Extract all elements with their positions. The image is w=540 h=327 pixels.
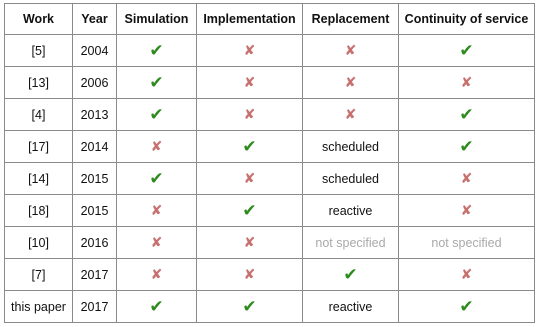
column-header-simulation: Simulation: [117, 4, 197, 35]
year-cell: [73, 35, 117, 67]
simulation-cell: [117, 35, 197, 67]
year-cell: [73, 227, 117, 259]
continuity-cell: [399, 259, 535, 291]
continuity-cell: [399, 67, 535, 99]
cross-mark-icon: ✘: [243, 170, 256, 186]
year-cell: [73, 163, 117, 195]
replacement-cell: [303, 195, 399, 227]
column-header-implementation: Implementation: [197, 4, 303, 35]
cell-text: 2006: [80, 75, 109, 90]
check-mark-icon: ✔: [149, 73, 164, 92]
work-cell: [5, 99, 73, 131]
year-cell: [73, 259, 117, 291]
check-mark-icon: ✔: [459, 137, 474, 156]
table-row: [5, 99, 535, 131]
check-mark-icon: ✔: [242, 297, 257, 316]
simulation-cell: [117, 163, 197, 195]
year-cell: [73, 131, 117, 163]
cell-text: this paper: [11, 299, 66, 314]
check-mark-icon: ✔: [459, 105, 474, 124]
table-row: [5, 259, 535, 291]
cell-text: [14]: [28, 171, 49, 186]
simulation-cell: [117, 259, 197, 291]
table-row: [5, 131, 535, 163]
column-header-replacement: Replacement: [303, 4, 399, 35]
continuity-cell: [399, 227, 535, 259]
simulation-cell: [117, 131, 197, 163]
cell-text: not specified: [431, 235, 502, 250]
replacement-cell: [303, 99, 399, 131]
column-header-year: Year: [73, 4, 117, 35]
column-header-continuity: Continuity of service: [399, 4, 535, 35]
cross-mark-icon: ✘: [460, 202, 473, 218]
cell-text: [17]: [28, 139, 49, 154]
cell-text: 2014: [80, 139, 109, 154]
cross-mark-icon: ✘: [460, 74, 473, 90]
year-cell: [73, 99, 117, 131]
continuity-cell: [399, 131, 535, 163]
cross-mark-icon: ✘: [460, 170, 473, 186]
table-row: [5, 67, 535, 99]
cross-mark-icon: ✘: [243, 106, 256, 122]
work-cell: [5, 227, 73, 259]
implementation-cell: [197, 67, 303, 99]
cell-text: reactive: [328, 203, 373, 218]
cross-mark-icon: ✘: [460, 266, 473, 282]
cell-text: [13]: [28, 75, 49, 90]
continuity-cell: [399, 163, 535, 195]
cell-text: 2016: [80, 235, 109, 250]
simulation-cell: [117, 67, 197, 99]
cross-mark-icon: ✘: [150, 266, 163, 282]
cell-text: [10]: [28, 235, 49, 250]
replacement-cell: [303, 259, 399, 291]
cross-mark-icon: ✘: [344, 106, 357, 122]
check-mark-icon: ✔: [459, 297, 474, 316]
cell-text: [18]: [28, 203, 49, 218]
cross-mark-icon: ✘: [243, 234, 256, 250]
continuity-cell: [399, 99, 535, 131]
cross-mark-icon: ✘: [344, 42, 357, 58]
cross-mark-icon: ✘: [243, 42, 256, 58]
cell-text: 2017: [80, 299, 109, 314]
replacement-cell: [303, 67, 399, 99]
cell-text: scheduled: [322, 139, 379, 154]
continuity-cell: [399, 195, 535, 227]
work-cell: [5, 291, 73, 323]
replacement-cell: [303, 163, 399, 195]
check-mark-icon: ✔: [149, 41, 164, 60]
implementation-cell: [197, 291, 303, 323]
table-row: [5, 35, 535, 67]
work-cell: [5, 259, 73, 291]
cross-mark-icon: ✘: [243, 266, 256, 282]
cross-mark-icon: ✘: [344, 74, 357, 90]
work-cell: [5, 195, 73, 227]
cell-text: [4]: [31, 107, 46, 122]
cell-text: [5]: [31, 43, 46, 58]
cell-text: 2017: [80, 267, 109, 282]
cross-mark-icon: ✘: [243, 74, 256, 90]
year-cell: [73, 195, 117, 227]
simulation-cell: [117, 195, 197, 227]
comparison-table-wrapper: [4, 3, 535, 323]
check-mark-icon: ✔: [242, 137, 257, 156]
year-cell: [73, 67, 117, 99]
cell-text: 2015: [80, 171, 109, 186]
replacement-cell: [303, 35, 399, 67]
check-mark-icon: ✔: [459, 41, 474, 60]
column-header-work: Work: [5, 4, 73, 35]
table-header-row: [5, 4, 535, 35]
check-mark-icon: ✔: [242, 201, 257, 220]
work-cell: [5, 67, 73, 99]
cell-text: 2015: [80, 203, 109, 218]
check-mark-icon: ✔: [149, 105, 164, 124]
implementation-cell: [197, 227, 303, 259]
implementation-cell: [197, 35, 303, 67]
work-cell: [5, 35, 73, 67]
work-cell: [5, 163, 73, 195]
check-mark-icon: ✔: [149, 169, 164, 188]
table-body: [5, 35, 535, 323]
simulation-cell: [117, 291, 197, 323]
continuity-cell: [399, 291, 535, 323]
table-row: [5, 163, 535, 195]
replacement-cell: [303, 291, 399, 323]
cell-text: 2004: [80, 43, 109, 58]
implementation-cell: [197, 259, 303, 291]
comparison-table: [4, 3, 535, 323]
implementation-cell: [197, 99, 303, 131]
implementation-cell: [197, 195, 303, 227]
table-row: [5, 291, 535, 323]
table-row: [5, 195, 535, 227]
implementation-cell: [197, 163, 303, 195]
simulation-cell: [117, 227, 197, 259]
cell-text: 2013: [80, 107, 109, 122]
work-cell: [5, 131, 73, 163]
check-mark-icon: ✔: [149, 297, 164, 316]
replacement-cell: [303, 227, 399, 259]
cell-text: not specified: [315, 235, 386, 250]
simulation-cell: [117, 99, 197, 131]
cross-mark-icon: ✘: [150, 202, 163, 218]
implementation-cell: [197, 131, 303, 163]
replacement-cell: [303, 131, 399, 163]
year-cell: [73, 291, 117, 323]
cell-text: scheduled: [322, 171, 379, 186]
check-mark-icon: ✔: [343, 265, 358, 284]
table-row: [5, 227, 535, 259]
continuity-cell: [399, 35, 535, 67]
cell-text: reactive: [328, 299, 373, 314]
cell-text: [7]: [31, 267, 46, 282]
cross-mark-icon: ✘: [150, 234, 163, 250]
cross-mark-icon: ✘: [150, 138, 163, 154]
